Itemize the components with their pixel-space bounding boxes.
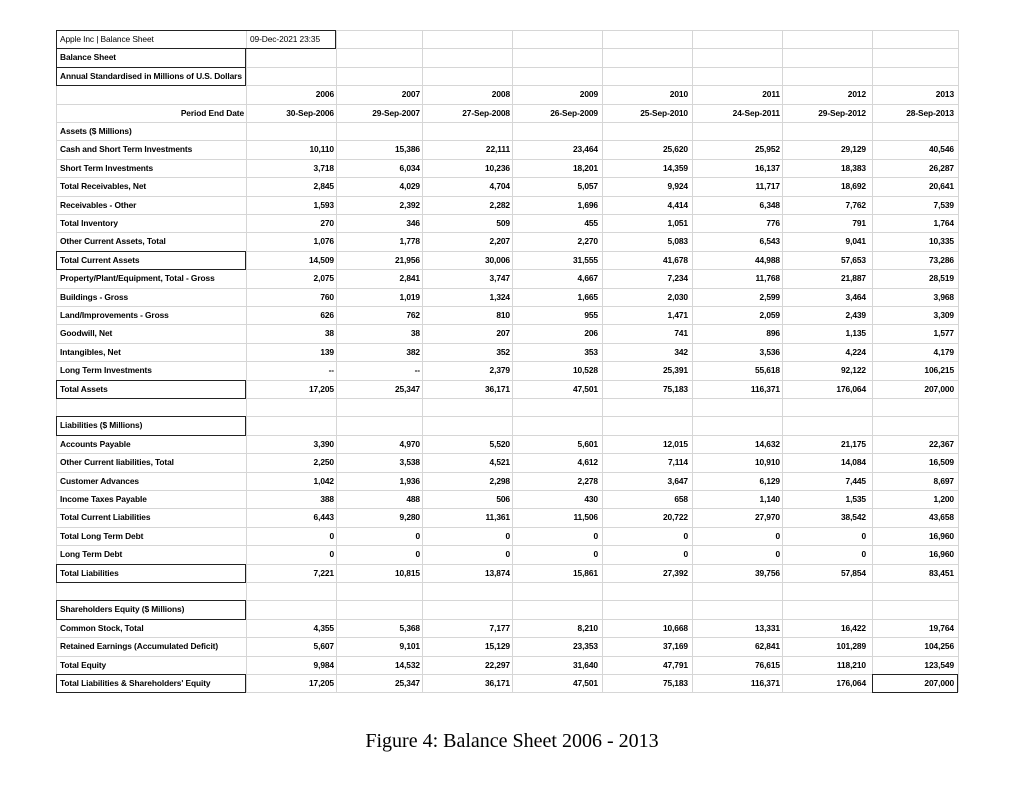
value-cell: 5,520 bbox=[489, 439, 510, 449]
value-cell: 28,519 bbox=[928, 273, 954, 283]
value-cell: 7,539 bbox=[933, 200, 954, 210]
value-cell: 14,359 bbox=[662, 163, 688, 173]
value-cell: 7,177 bbox=[489, 623, 510, 633]
grid-line bbox=[958, 30, 959, 692]
grid-line bbox=[602, 30, 603, 692]
value-cell: 57,854 bbox=[840, 568, 866, 578]
value-cell: 101,289 bbox=[836, 641, 866, 651]
value-cell: 13,874 bbox=[484, 568, 510, 578]
value-cell: 7,445 bbox=[845, 476, 866, 486]
value-cell: 0 bbox=[329, 531, 334, 541]
value-cell: 1,200 bbox=[933, 494, 954, 504]
value-cell: 17,205 bbox=[308, 678, 334, 688]
figure-caption: Figure 4: Balance Sheet 2006 - 2013 bbox=[365, 730, 659, 752]
value-cell: 16,960 bbox=[928, 549, 954, 559]
grid-line bbox=[56, 416, 958, 417]
value-cell: 8,697 bbox=[933, 476, 954, 486]
row-label: Customer Advances bbox=[60, 476, 139, 486]
value-cell: 25,391 bbox=[662, 365, 688, 375]
value-cell: 896 bbox=[766, 328, 780, 338]
value-cell: 36,171 bbox=[484, 384, 510, 394]
value-cell: 6,348 bbox=[759, 200, 780, 210]
row-label: Buildings - Gross bbox=[60, 292, 129, 302]
value-cell: 14,532 bbox=[394, 660, 420, 670]
value-cell: 2,278 bbox=[577, 476, 598, 486]
value-cell: 38 bbox=[410, 328, 420, 338]
value-cell: 3,309 bbox=[933, 310, 954, 320]
grid-line bbox=[692, 30, 693, 692]
value-cell: 7,234 bbox=[667, 273, 688, 283]
value-cell: 123,549 bbox=[924, 660, 954, 670]
value-cell: 3,536 bbox=[759, 347, 780, 357]
value-cell: -- bbox=[328, 365, 334, 375]
section-title: Balance Sheet bbox=[60, 52, 116, 62]
value-cell: 20,641 bbox=[928, 181, 954, 191]
value-cell: 509 bbox=[496, 218, 510, 228]
grid-line bbox=[872, 30, 873, 692]
value-cell: 352 bbox=[496, 347, 510, 357]
row-label: Total Assets bbox=[60, 384, 108, 394]
value-cell: 2007 bbox=[401, 89, 420, 99]
value-cell: 4,224 bbox=[845, 347, 866, 357]
value-cell: 0 bbox=[505, 549, 510, 559]
value-cell: 2,599 bbox=[759, 292, 780, 302]
value-cell: 2,075 bbox=[313, 273, 334, 283]
value-cell: 24-Sep-2011 bbox=[732, 108, 780, 118]
value-cell: 3,538 bbox=[399, 457, 420, 467]
value-cell: 1,936 bbox=[399, 476, 420, 486]
row-label: Accounts Payable bbox=[60, 439, 131, 449]
value-cell: 27-Sep-2008 bbox=[462, 108, 510, 118]
value-cell: 810 bbox=[496, 310, 510, 320]
value-cell: 3,647 bbox=[667, 476, 688, 486]
value-cell: 4,612 bbox=[577, 457, 598, 467]
grid-line bbox=[56, 398, 958, 399]
value-cell: 1,140 bbox=[759, 494, 780, 504]
assets-header: Assets ($ Millions) bbox=[60, 126, 132, 136]
grid-line bbox=[336, 30, 337, 692]
value-cell: 10,910 bbox=[754, 457, 780, 467]
value-cell: 0 bbox=[775, 549, 780, 559]
value-cell: 28-Sep-2013 bbox=[906, 108, 954, 118]
value-cell: 2,392 bbox=[399, 200, 420, 210]
value-cell: 6,543 bbox=[759, 236, 780, 246]
value-cell: 9,280 bbox=[399, 512, 420, 522]
row-label: Intangibles, Net bbox=[60, 347, 121, 357]
value-cell: 44,988 bbox=[754, 255, 780, 265]
value-cell: 76,615 bbox=[754, 660, 780, 670]
value-cell: 55,618 bbox=[754, 365, 780, 375]
value-cell: 4,355 bbox=[313, 623, 334, 633]
value-cell: 29-Sep-2012 bbox=[818, 108, 866, 118]
row-label: Short Term Investments bbox=[60, 163, 154, 173]
value-cell: 31,555 bbox=[572, 255, 598, 265]
value-cell: 2,841 bbox=[399, 273, 420, 283]
value-cell: 62,841 bbox=[754, 641, 780, 651]
value-cell: 176,064 bbox=[836, 678, 866, 688]
value-cell: 25-Sep-2010 bbox=[640, 108, 688, 118]
value-cell: 2,379 bbox=[489, 365, 510, 375]
value-cell: 29-Sep-2007 bbox=[372, 108, 420, 118]
value-cell: 2,207 bbox=[489, 236, 510, 246]
grid-line bbox=[512, 30, 513, 692]
value-cell: 1,593 bbox=[313, 200, 334, 210]
value-cell: 8,210 bbox=[577, 623, 598, 633]
value-cell: 4,179 bbox=[933, 347, 954, 357]
value-cell: 5,057 bbox=[577, 181, 598, 191]
value-cell: 21,175 bbox=[840, 439, 866, 449]
value-cell: 3,968 bbox=[933, 292, 954, 302]
value-cell: 92,122 bbox=[840, 365, 866, 375]
value-cell: -- bbox=[414, 365, 420, 375]
value-cell: 38,542 bbox=[840, 512, 866, 522]
grid-line bbox=[56, 582, 958, 583]
value-cell: 25,347 bbox=[394, 384, 420, 394]
value-cell: 1,696 bbox=[577, 200, 598, 210]
value-cell: 73,286 bbox=[928, 255, 954, 265]
value-cell: 270 bbox=[320, 218, 334, 228]
grid-line bbox=[56, 30, 57, 692]
value-cell: 40,546 bbox=[928, 144, 954, 154]
value-cell: 19,764 bbox=[928, 623, 954, 633]
value-cell: 47,791 bbox=[662, 660, 688, 670]
value-cell: 38 bbox=[324, 328, 334, 338]
balance-sheet-table bbox=[56, 30, 958, 694]
sheet-title: Apple Inc | Balance Sheet bbox=[60, 34, 154, 44]
value-cell: 13,331 bbox=[754, 623, 780, 633]
value-cell: 116,371 bbox=[750, 678, 780, 688]
value-cell: 21,956 bbox=[394, 255, 420, 265]
value-cell: 1,076 bbox=[313, 236, 334, 246]
value-cell: 1,764 bbox=[933, 218, 954, 228]
value-cell: 11,768 bbox=[755, 273, 780, 283]
value-cell: 18,201 bbox=[572, 163, 598, 173]
value-cell: 47,501 bbox=[572, 384, 598, 394]
value-cell: 5,601 bbox=[577, 439, 598, 449]
value-cell: 5,607 bbox=[313, 641, 334, 651]
value-cell: 16,509 bbox=[928, 457, 954, 467]
value-cell: 2,059 bbox=[759, 310, 780, 320]
row-label: Total Current Liabilities bbox=[60, 512, 151, 522]
row-label: Land/Improvements - Gross bbox=[60, 310, 169, 320]
row-label: Long Term Debt bbox=[60, 549, 123, 559]
value-cell: 1,665 bbox=[577, 292, 598, 302]
value-cell: 4,667 bbox=[577, 273, 598, 283]
value-cell: 2006 bbox=[315, 89, 334, 99]
value-cell: 207,000 bbox=[924, 678, 954, 688]
value-cell: 139 bbox=[320, 347, 334, 357]
grid-line bbox=[56, 600, 958, 601]
value-cell: 2,250 bbox=[313, 457, 334, 467]
value-cell: 10,110 bbox=[309, 144, 334, 154]
value-cell: 41,678 bbox=[662, 255, 688, 265]
value-cell: 14,632 bbox=[754, 439, 780, 449]
row-label: Property/Plant/Equipment, Total - Gross bbox=[60, 273, 215, 283]
row-label: Other Current liabilities, Total bbox=[60, 457, 174, 467]
value-cell: 2,298 bbox=[489, 476, 510, 486]
value-cell: 342 bbox=[674, 347, 688, 357]
value-cell: 29,129 bbox=[840, 144, 866, 154]
value-cell: 2013 bbox=[935, 89, 954, 99]
row-label: Receivables - Other bbox=[60, 200, 137, 210]
value-cell: 4,521 bbox=[489, 457, 510, 467]
value-cell: 83,451 bbox=[928, 568, 954, 578]
value-cell: 506 bbox=[496, 494, 510, 504]
value-cell: 346 bbox=[406, 218, 420, 228]
row-label: Retained Earnings (Accumulated Deficit) bbox=[60, 641, 219, 651]
value-cell: 0 bbox=[775, 531, 780, 541]
value-cell: 0 bbox=[861, 549, 866, 559]
value-cell: 75,183 bbox=[662, 384, 688, 394]
value-cell: 9,101 bbox=[399, 641, 420, 651]
value-cell: 47,501 bbox=[572, 678, 598, 688]
grid-line bbox=[56, 122, 958, 123]
row-label: Long Term Investments bbox=[60, 365, 152, 375]
value-cell: 14,084 bbox=[840, 457, 866, 467]
row-label: Total Liabilities & Shareholders' Equity bbox=[60, 678, 211, 688]
value-cell: 455 bbox=[584, 218, 598, 228]
value-cell: 741 bbox=[674, 328, 688, 338]
row-label: Other Current Assets, Total bbox=[60, 236, 166, 246]
value-cell: 1,471 bbox=[667, 310, 688, 320]
value-cell: 1,051 bbox=[667, 218, 688, 228]
value-cell: 4,970 bbox=[399, 439, 420, 449]
value-cell: 762 bbox=[406, 310, 420, 320]
value-cell: 6,034 bbox=[399, 163, 420, 173]
value-cell: 0 bbox=[593, 549, 598, 559]
value-cell: 2008 bbox=[491, 89, 510, 99]
value-cell: 118,210 bbox=[836, 660, 866, 670]
value-cell: 2,439 bbox=[845, 310, 866, 320]
value-cell: 15,129 bbox=[484, 641, 510, 651]
value-cell: 18,383 bbox=[840, 163, 866, 173]
value-cell: 2012 bbox=[847, 89, 866, 99]
value-cell: 9,924 bbox=[667, 181, 688, 191]
value-cell: 7,221 bbox=[313, 568, 334, 578]
value-cell: 25,347 bbox=[394, 678, 420, 688]
subtitle: Annual Standardised in Millions of U.S. Dollars bbox=[60, 71, 242, 81]
value-cell: 22,111 bbox=[485, 144, 510, 154]
value-cell: 2009 bbox=[579, 89, 598, 99]
value-cell: 15,861 bbox=[572, 568, 598, 578]
value-cell: 10,668 bbox=[662, 623, 688, 633]
value-cell: 10,815 bbox=[394, 568, 420, 578]
value-cell: 23,353 bbox=[572, 641, 598, 651]
grid-line bbox=[56, 692, 958, 693]
row-label: Total Equity bbox=[60, 660, 107, 670]
value-cell: 207,000 bbox=[924, 384, 954, 394]
value-cell: 12,015 bbox=[662, 439, 688, 449]
value-cell: 626 bbox=[320, 310, 334, 320]
row-label: Income Taxes Payable bbox=[60, 494, 147, 504]
value-cell: 2,845 bbox=[313, 181, 334, 191]
value-cell: 1,577 bbox=[933, 328, 954, 338]
value-cell: 43,658 bbox=[928, 512, 954, 522]
value-cell: 21,887 bbox=[840, 273, 866, 283]
value-cell: 36,171 bbox=[484, 678, 510, 688]
value-cell: 11,506 bbox=[573, 512, 598, 522]
value-cell: 26-Sep-2009 bbox=[550, 108, 598, 118]
row-label: Total Inventory bbox=[60, 218, 118, 228]
value-cell: 25,620 bbox=[662, 144, 688, 154]
value-cell: 1,019 bbox=[399, 292, 420, 302]
grid-line bbox=[422, 30, 423, 692]
value-cell: 17,205 bbox=[308, 384, 334, 394]
value-cell: 10,528 bbox=[572, 365, 598, 375]
value-cell: 16,960 bbox=[928, 531, 954, 541]
value-cell: 5,368 bbox=[399, 623, 420, 633]
value-cell: 9,041 bbox=[845, 236, 866, 246]
value-cell: 0 bbox=[505, 531, 510, 541]
value-cell: 1,778 bbox=[399, 236, 420, 246]
value-cell: 0 bbox=[683, 531, 688, 541]
value-cell: 776 bbox=[766, 218, 780, 228]
grid-line bbox=[56, 30, 958, 31]
liabilities-header: Liabilities ($ Millions) bbox=[60, 420, 143, 430]
value-cell: 37,169 bbox=[662, 641, 688, 651]
value-cell: 27,392 bbox=[662, 568, 688, 578]
value-cell: 9,984 bbox=[313, 660, 334, 670]
value-cell: 14,509 bbox=[308, 255, 334, 265]
value-cell: 106,215 bbox=[924, 365, 954, 375]
value-cell: 955 bbox=[584, 310, 598, 320]
value-cell: 75,183 bbox=[662, 678, 688, 688]
value-cell: 2,030 bbox=[667, 292, 688, 302]
value-cell: 658 bbox=[674, 494, 688, 504]
row-label: Total Receivables, Net bbox=[60, 181, 147, 191]
value-cell: 1,324 bbox=[489, 292, 510, 302]
value-cell: 4,704 bbox=[489, 181, 510, 191]
value-cell: 6,129 bbox=[759, 476, 780, 486]
value-cell: 15,386 bbox=[394, 144, 420, 154]
row-label: Goodwill, Net bbox=[60, 328, 113, 338]
grid-line bbox=[246, 30, 247, 692]
value-cell: 30,006 bbox=[484, 255, 510, 265]
value-cell: 25,952 bbox=[754, 144, 780, 154]
value-cell: 10,335 bbox=[928, 236, 954, 246]
value-cell: 30-Sep-2006 bbox=[286, 108, 334, 118]
value-cell: 176,064 bbox=[836, 384, 866, 394]
value-cell: 1,535 bbox=[845, 494, 866, 504]
value-cell: 1,135 bbox=[845, 328, 866, 338]
value-cell: 16,422 bbox=[840, 623, 866, 633]
value-cell: 4,414 bbox=[667, 200, 688, 210]
value-cell: 26,287 bbox=[928, 163, 954, 173]
row-label: Cash and Short Term Investments bbox=[60, 144, 193, 154]
period-end-label: Period End Date bbox=[180, 108, 244, 118]
row-label: Total Current Assets bbox=[60, 255, 140, 265]
value-cell: 791 bbox=[852, 218, 866, 228]
value-cell: 27,970 bbox=[754, 512, 780, 522]
value-cell: 116,371 bbox=[750, 384, 780, 394]
value-cell: 0 bbox=[415, 549, 420, 559]
value-cell: 7,114 bbox=[668, 457, 688, 467]
value-cell: 207 bbox=[496, 328, 510, 338]
value-cell: 3,718 bbox=[313, 163, 334, 173]
grid-line bbox=[782, 30, 783, 692]
value-cell: 11,717 bbox=[755, 181, 780, 191]
value-cell: 2010 bbox=[669, 89, 688, 99]
value-cell: 0 bbox=[415, 531, 420, 541]
value-cell: 22,367 bbox=[928, 439, 954, 449]
value-cell: 0 bbox=[861, 531, 866, 541]
timestamp: 09-Dec-2021 23:35 bbox=[250, 34, 321, 44]
value-cell: 39,756 bbox=[754, 568, 780, 578]
value-cell: 31,640 bbox=[572, 660, 598, 670]
value-cell: 3,390 bbox=[313, 439, 334, 449]
value-cell: 7,762 bbox=[845, 200, 866, 210]
grid-line bbox=[56, 48, 958, 49]
equity-header: Shareholders Equity ($ Millions) bbox=[60, 604, 185, 614]
value-cell: 382 bbox=[406, 347, 420, 357]
value-cell: 5,083 bbox=[667, 236, 688, 246]
value-cell: 0 bbox=[683, 549, 688, 559]
value-cell: 1,042 bbox=[313, 476, 334, 486]
value-cell: 16,137 bbox=[754, 163, 780, 173]
value-cell: 2011 bbox=[762, 89, 780, 99]
value-cell: 104,256 bbox=[924, 641, 954, 651]
value-cell: 2,270 bbox=[577, 236, 598, 246]
value-cell: 10,236 bbox=[484, 163, 510, 173]
row-label: Total Liabilities bbox=[60, 568, 119, 578]
value-cell: 3,747 bbox=[489, 273, 510, 283]
row-label: Common Stock, Total bbox=[60, 623, 144, 633]
value-cell: 0 bbox=[329, 549, 334, 559]
value-cell: 488 bbox=[406, 494, 420, 504]
value-cell: 23,464 bbox=[572, 144, 598, 154]
value-cell: 3,464 bbox=[845, 292, 866, 302]
value-cell: 4,029 bbox=[399, 181, 420, 191]
value-cell: 430 bbox=[584, 494, 598, 504]
value-cell: 353 bbox=[584, 347, 598, 357]
value-cell: 760 bbox=[320, 292, 334, 302]
value-cell: 22,297 bbox=[484, 660, 510, 670]
value-cell: 20,722 bbox=[662, 512, 688, 522]
value-cell: 388 bbox=[320, 494, 334, 504]
value-cell: 2,282 bbox=[489, 200, 510, 210]
value-cell: 11,361 bbox=[485, 512, 510, 522]
value-cell: 206 bbox=[584, 328, 598, 338]
value-cell: 6,443 bbox=[313, 512, 334, 522]
value-cell: 0 bbox=[593, 531, 598, 541]
row-label: Total Long Term Debt bbox=[60, 531, 144, 541]
value-cell: 18,692 bbox=[840, 181, 866, 191]
value-cell: 57,653 bbox=[840, 255, 866, 265]
